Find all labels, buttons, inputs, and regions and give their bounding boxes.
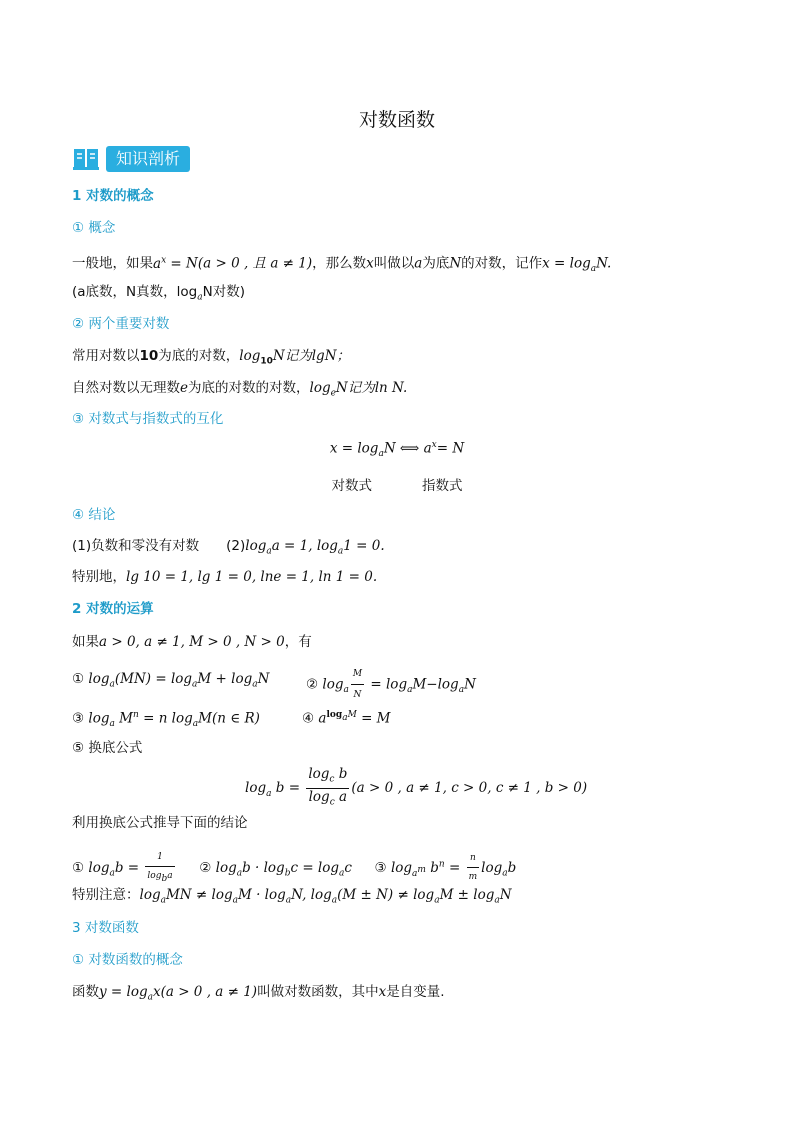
definition-terms: (a底数，N真数，$\log_aN$对数) — [72, 284, 245, 303]
derivation-intro: 利用换底公式推导下面的结论 — [72, 815, 248, 831]
log-exp-equivalence: $x = \log_aN$ ⟺ $a^x= N$ — [329, 440, 465, 460]
conclusion-line-1: (1)负数和零没有对数 $(2)\log_aa = 1$, $\log_a1 = 0$. — [72, 538, 385, 557]
subsection-change-base: ⑤ 换底公式 — [72, 740, 143, 756]
derived-results: ① $\log_ab$ = $\frac{1}{\log_ba}$ ② $\log_ab \cdot \log_bc = \log_ac$ ③ $\log_{a^m} b^n$ = $\frac{n}{m}$ $\log_ab$ — [72, 848, 516, 888]
subsection-1-3: ③ 对数式与指数式的互化 — [72, 411, 224, 427]
book-icon — [72, 145, 100, 173]
conclusion-line-2: 特别地，lg 10 = 1, lg 1 = 0, lne = 1, ln 1 = 0. — [72, 569, 378, 585]
banner-label: 知识剖析 — [106, 146, 190, 172]
subsection-1-1: ① 概念 — [72, 220, 116, 236]
log-function-definition: 函数$y = \log_ax(a > 0$ , a ≠ 1)叫做对数函数，其中x是自变量. — [72, 984, 445, 1003]
rule-power: ③ $\log_a M^n = n$ $\log_aM(n$ ∈ R) — [72, 710, 260, 730]
change-of-base-formula: $\log_a b$ = $\frac{\log_c b}{\log_c a}$ (a > 0 , a ≠ 1, c > 0, c ≠ 1 , b > 0) — [245, 766, 588, 808]
section-2-heading: 2 对数的运算 — [72, 601, 154, 617]
common-log-line: 常用对数以10为底的对数，$\log_{10}N$记为lgN； — [72, 348, 351, 367]
rule-quotient: ② $\log_a$ $\frac{M}{N}$ = $\log_aM-\log_aN$ — [306, 664, 476, 705]
section-1-heading: 1 对数的概念 — [72, 188, 154, 204]
subsection-3-1: ① 对数函数的概念 — [72, 952, 183, 968]
equivalence-labels: 对数式 指数式 — [331, 478, 463, 494]
natural-log-line: 自然对数以无理数e为底的对数的对数，$\log_eN$记为ln N. — [72, 380, 408, 399]
section-banner — [72, 144, 190, 174]
page-title: 对数函数 — [358, 109, 435, 131]
operation-conditions: 如果a > 0, a ≠ 1, M > 0 , N > 0，有 — [72, 634, 312, 650]
definition-line: 一般地，如果$a^x = N(a > 0$ , 且 a ≠ 1)，那么数x叫做以a为底N的对数，记作$x = \log_aN$. — [72, 255, 612, 275]
section-3-heading: 3 对数函数 — [72, 920, 139, 936]
subsection-1-2: ② 两个重要对数 — [72, 316, 170, 332]
rule-product: ① $\log_a(MN) = \log_aM + \log_aN$ — [72, 671, 270, 690]
subsection-1-4: ④ 结论 — [72, 507, 116, 523]
special-note: 特别注意：$\log_aMN \ne \log_aM \cdot \log_aN$, $\log_a(M \pm N) \ne \log_aM \pm \log_aN$ — [72, 887, 512, 906]
rule-identity: ④ $a^{log_aM} = M$ — [302, 710, 391, 727]
